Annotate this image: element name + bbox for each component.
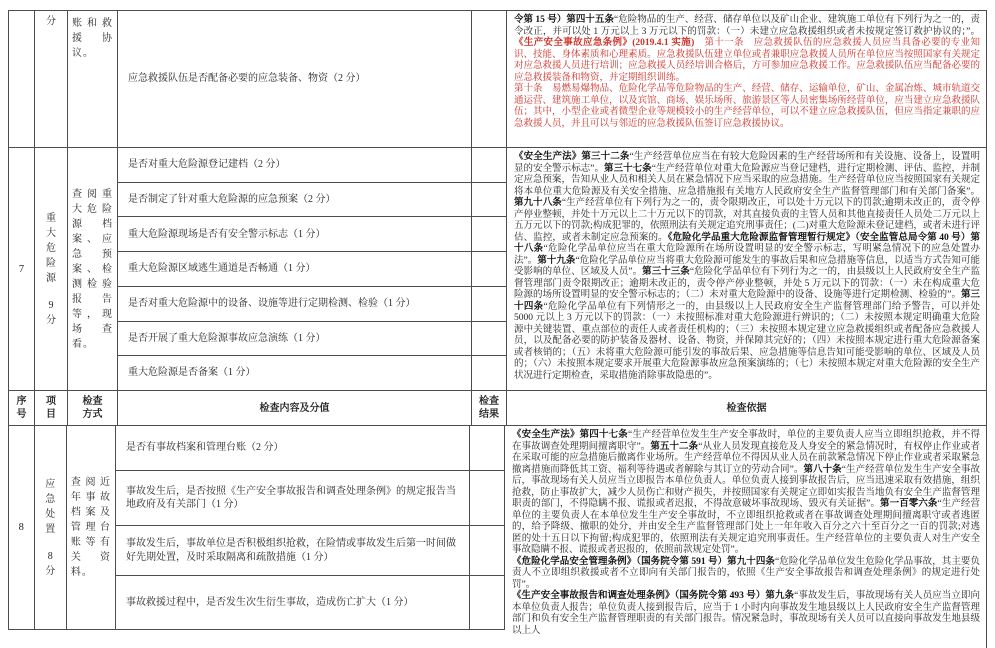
header-basis: 检查依据 <box>506 391 986 425</box>
check-item: 重大危险源是否备案（1 分） <box>128 367 256 379</box>
project-cell <box>34 11 67 147</box>
project-name: 应急处置 <box>45 478 56 535</box>
check-item: 重大危险源区域逃生通道是否畅通（1 分） <box>128 263 316 275</box>
result-cell <box>471 252 506 286</box>
inspection-table <box>8 10 987 648</box>
method-text: 查阅重大危险源档案、应急预案、检测检验报告等，现场查看。 <box>72 188 113 350</box>
content-result-cell <box>117 148 506 390</box>
row-8-left-block <box>8 426 505 630</box>
result-cell <box>469 426 504 470</box>
check-item: 事故发生后，是否按照《生产安全事故报告和调查处理条例》的规定报告当地政府及有关部门（1 分） <box>126 485 456 510</box>
result-cell <box>471 148 506 182</box>
project-name: 重大危险源 <box>46 212 56 284</box>
seq-cell <box>9 11 34 147</box>
table-header-row <box>8 391 986 426</box>
method-fragment: 账和救援协议。 <box>72 18 113 59</box>
check-item-row <box>118 321 506 356</box>
header-seq: 序号 <box>16 396 27 420</box>
check-item-row <box>116 575 504 630</box>
check-item: 事故救援过程中，是否发生次生衍生事故，造成伤亡扩大（1 分） <box>126 597 414 609</box>
check-item-row <box>118 216 506 251</box>
check-item-row <box>116 470 504 525</box>
header-result: 检查结果 <box>471 391 506 425</box>
basis-cell: 《安全生产法》第四十七条“生产经营单位发生生产安全事故时，单位的主要负责人应当立即组织抢救，并不得在事故调查处理期间擅离职守”。第五十二条“从业人员发现直接危及人身安全的紧急情况时，有权停止作业或者在采取可能的应急措施后撤离作业场所。生产经营单位不得因从业人员在前款紧急情况下停止作业或者采取紧急撤离措施而降低其工资、福利等待遇或者解除与其订立的劳动合同”。第八十条“生产经营单位发生生产安全事故后，事故现场有关人员应当立即报告本单位负责人。单位负责人接到事故报告后，应当迅速采取有效措施，组织抢救，防止事故扩大，减少人员伤亡和财产损失，并按照国家有关规定立即如实报告当地负有安全生产监督管理职责的部门，不得隐瞒不报、谎报或者迟报，不得故意破坏事故现场、毁灭有关证据”。第一百零六条“生产经营单位的主要负责人在本单位发生生产安全事故时，不立即组织抢救或者在事故调查处理期间擅离职守或者逃匿的，给予降级、撤职的处分，并由安全生产监督管理部门处上一年年收入百分之六十至百分之一百的罚款;对逃匿的处十五日以下拘留;构成犯罪的，依照刑法有关规定追究刑事责任。生产经营单位的主要负责人对生产安全事故隐瞒不报、谎报或者迟报的，依照前款规定处罚”。 《危险化学品安全管理条例》（国务院令第 591 号）第九十四条“危险化学品单位发生危险化学品事故，其主要负责人不立即组织救援或者不立即向有关部门报告的，依照《生产安全事故报告和调查处理条例》的规定进行处罚”。 《生产安全事故报告和调查处理条例》（国务院令第 493 号）第九条“事故发生后，事故现场有关人员应当立即向本单位负责人报告；单位负责人接到报告后，应当于 1 小时内向事故发生地县级以上人民政府安全生产监督管理部门和负有安全生产监督管理职责的有关部门报告。情况紧急时，事故现场有关人员可以直接向事故发生地县级以上人 <box>512 430 981 636</box>
table-row-7 <box>8 148 986 391</box>
header-project: 项目 <box>34 391 67 425</box>
header-content: 检查内容及分值 <box>117 391 471 425</box>
content-result-cell <box>115 426 504 629</box>
result-cell <box>469 526 504 575</box>
check-item: 是否对重大危险源中的设备、设施等进行定期检测、检验（1 分） <box>128 297 416 309</box>
basis-cell: 《安全生产法》第三十二条“生产经营单位应当在有较大危险因素的生产经营场所和有关设施、设备上，设置明显的安全警示标志”。第三十七条“生产经营单位对重大危险源应当登记建档，进行定期检测、评估、监控，并制定应急预案，告知从业人员和相关人员在紧急情况下应当采取的应急措施。生产经营单位应当按照国家有关规定将本单位重大危险源及有关安全措施、应急措施报有关地方人民政府安全生产监督管理部门和有关部门备案”。第九十八条“生产经营单位有下列行为之一的，责令限期改正，可以处十万元以下的罚款;逾期未改正的，责令停产停业整顿，并处十万元以上二十万元以下的罚款，对其直接负责的主管人员和其他直接责任人员处二万元以上五万元以下的罚款;构成犯罪的，依照刑法有关规定追究刑事责任；(二)对重大危险源未登记建档，或者未进行评估、监控，或者未制定应急预案的。《危险化学品重大危险源监督管理暂行规定》（安全监管总局令第 40 号）第十八条“危险化学品单位应当在重大危险源所在场所设置明显的安全警示标志，写明紧急情况下的应急处置办法”。第十九条“危险化学品单位应当将重大危险源可能发生的事故后果和应急措施等信息，以适当方式告知可能受影响的单位、区域及人员”。第三十三条“危险化学品单位有下列行为之一的，由县级以上人民政府安全生产监督管理部门责令限期改正；逾期未改正的，责令停产停业整顿，并处 5 万元以下的罚款：（一）未在构成重大危险源的场所设置明显的安全警示标志的；（二）未对重大危险源中的设备、设施等进行定期检测、检验的”。第三十四条“危险化学品单位有下列情形之一的，由县级以上人民政府安全生产监督管理部门给予警告，可以并处 5000 元以上 3 万元以下的罚款：（一）未按照标准对重大危险源进行辨识的；（二）未按照本规定明确重大危险源中关键装置、重点部位的责任人或者责任机构的；（三）未按照本规定建立应急救援组织或者配备应急救援人员，以及配备必要的防护装备及器材、设备、物资，并保障其完好的；（四）未按照本规定进行重大危险源备案或者核销的；（五）未将重大危险源可能引发的事故后果、应急措施等信息告知可能受影响的单位、区域及人员的；（六）未按照本规定要求开展重大危险源事故应急预案演练的；（七）未按照本规定对重大危险源的安全生产状况进行定期检查，采取措施消除事故隐患的”。 <box>506 148 986 390</box>
check-item-row <box>118 355 506 390</box>
result-cell <box>469 576 504 630</box>
basis-cell: 令第 15 号）第四十五条“危险物品的生产、经营、储存单位以及矿山企业、建筑施工单位有下列行为之一的，责令改正，并可以处 1 万元以上 3 万元以下的罚款：（一）未建立应急救援组织或者未按规定签订救护协议的；”。《生产安全事故应急条例》(2019.4.1 实施) 第十一条 应急救援队伍的应急救援人员应当具备必要的专业知识、技能、身体素质和心理素质。应急救援队伍建立单位或者兼职应急救援人员所在单位应当按照国家有关规定对应急救援人员进行培训；应急救援人员经培训合格后，方可参加应急救援工作。应急救援队伍应当配备必要的应急救援装备和物资，并定期组织训练。 第十条 易燃易爆物品、危险化学品等危险物品的生产、经营、储存、运输单位，矿山、金属冶炼、城市轨道交通运营、建筑施工单位，以及宾馆、商场、娱乐场所、旅游景区等人员密集场所经营单位，应当建立应急救援队伍；其中，小型企业或者微型企业等规模较小的生产经营单位，可以不建立应急救援队伍，但应当指定兼职的应急救援人员，并且可以与邻近的应急救援队伍签订应急救援协议。 <box>506 11 986 147</box>
check-item-row <box>116 426 504 470</box>
check-item: 是否制定了针对重大危险源的应急预案（2 分） <box>128 193 336 205</box>
project-cell <box>34 426 66 629</box>
seq-cell: 7 <box>18 263 25 275</box>
check-item: 是否开展了重大危险源事故应急演练（1 分） <box>128 332 326 344</box>
project-score: 9分 <box>46 299 56 326</box>
result-cell <box>471 356 506 390</box>
check-item: 事故发生后，事故单位是否积极组织抢救，在险情或事故发生后第一时间做好先期处置，及时采取隔离和疏散措施（1 分） <box>126 538 456 563</box>
check-item-row <box>118 286 506 321</box>
check-item-row <box>118 148 506 182</box>
result-cell <box>469 471 504 525</box>
check-item: 是否对重大危险源登记建档（2 分） <box>128 159 286 171</box>
project-cell <box>34 148 67 390</box>
check-item-row <box>118 251 506 286</box>
header-method: 检查方式 <box>67 391 117 425</box>
check-item: 是否有事故档案和管理台账（2 分） <box>126 442 284 454</box>
result-cell <box>471 183 506 217</box>
result-cell <box>471 287 506 321</box>
method-text: 查阅近年事故档案及管理台账等有关资料。 <box>70 477 111 578</box>
result-cell <box>471 322 506 356</box>
table-row-8 <box>8 426 986 648</box>
project-score-fragment: 分 <box>46 16 56 27</box>
seq-cell: 8 <box>18 522 24 533</box>
check-item: 重大危险源现场是否有安全警示标志（1 分） <box>128 228 326 240</box>
check-item: 应急救援队伍是否配备必要的应急装备、物资（2 分） <box>128 73 366 85</box>
check-item-row <box>118 11 506 147</box>
check-item-row <box>116 525 504 575</box>
result-cell <box>471 11 506 147</box>
result-cell <box>471 217 506 251</box>
method-cell <box>66 426 115 629</box>
project-score: 8分 <box>45 550 56 577</box>
content-result-cell <box>117 11 506 147</box>
method-cell <box>67 11 117 147</box>
method-cell <box>67 148 117 390</box>
table-row-6-continued <box>8 11 986 148</box>
check-item-row <box>118 182 506 217</box>
